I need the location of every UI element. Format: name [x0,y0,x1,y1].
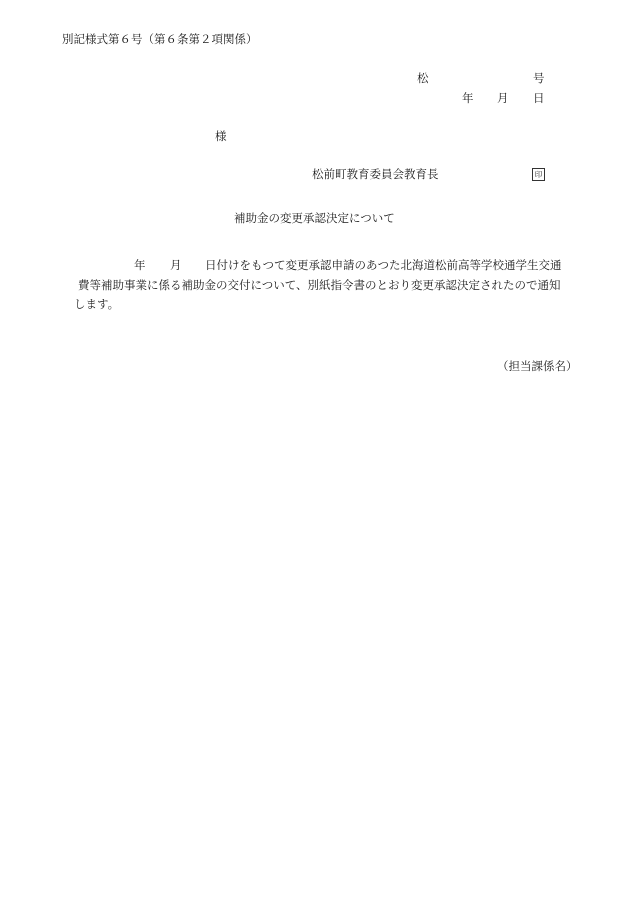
body-year-label: 年 [134,258,146,272]
addressee-honorific: 様 [215,129,227,143]
body-text-line-2: 費等補助事業に係る補助金の交付について、別紙指令書のとおり変更承認決定されたので通知 [78,278,561,292]
date-month-label: 月 [497,91,509,105]
body-month-label: 月 [170,258,182,272]
seal-icon: 印 [532,168,545,181]
date-year-label: 年 [462,91,474,105]
document-number-prefix: 松 [417,71,429,85]
form-label: 別記様式第６号（第６条第２項関係） [62,32,258,46]
body-text-line-1: 日付けをもつて変更承認申請のあつた北海道松前高等学校通学生交通 [205,258,562,272]
date-day-label: 日 [533,91,545,105]
contact-section-note: （担当課係名） [497,359,578,373]
sender-name: 松前町教育委員会教育長 [312,167,439,181]
document-title: 補助金の変更承認決定について [234,211,395,225]
body-text-line-3: します。 [74,297,120,311]
document-number-suffix: 号 [533,71,545,85]
